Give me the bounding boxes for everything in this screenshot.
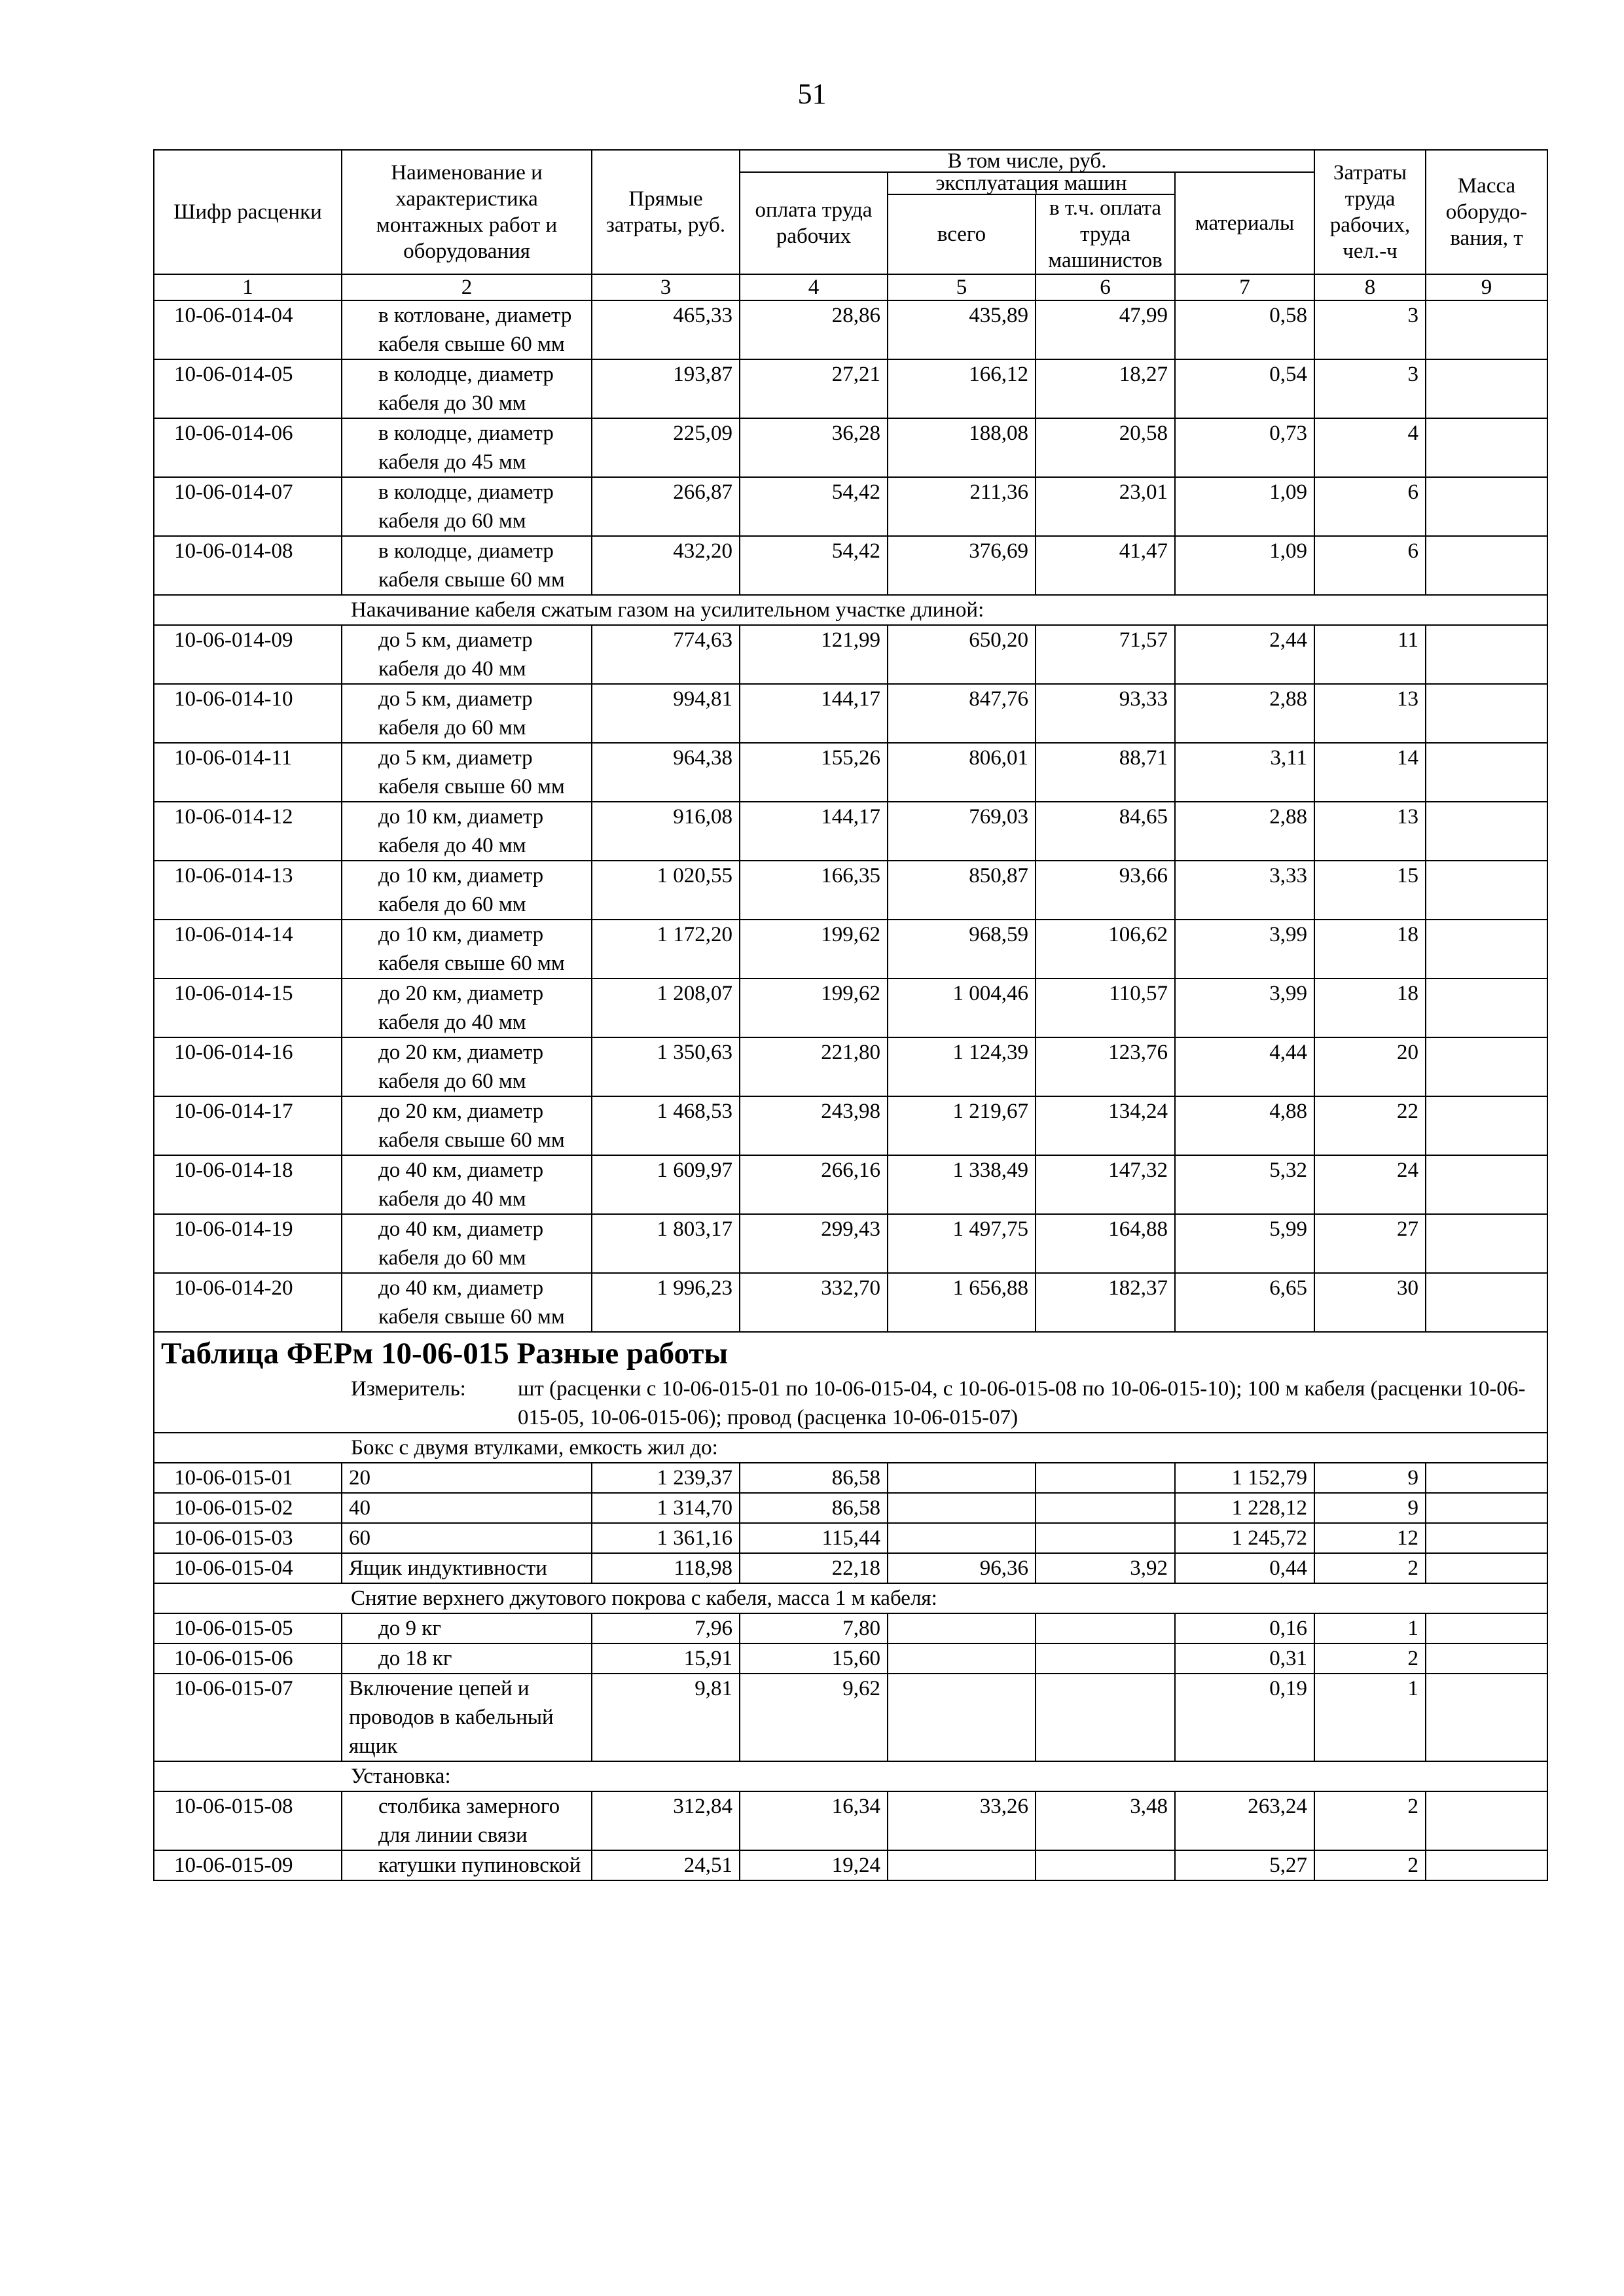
value-cell: 299,43 (740, 1214, 888, 1273)
value-cell: 3,11 (1175, 743, 1314, 802)
value-cell: 847,76 (888, 684, 1036, 743)
value-cell: 1 (1314, 1613, 1426, 1643)
value-cell: 1 228,12 (1175, 1493, 1314, 1523)
value-cell: 33,26 (888, 1791, 1036, 1850)
work-name: в колодце, диаметр кабеля до 45 мм (342, 418, 592, 477)
value-cell (1426, 1155, 1547, 1214)
work-name: в котловане, диаметр кабеля свыше 60 мм (342, 300, 592, 359)
value-cell (1426, 300, 1547, 359)
table-row (154, 1037, 1547, 1096)
value-cell: 54,42 (740, 477, 888, 536)
value-cell: 1 124,39 (888, 1037, 1036, 1096)
value-cell: 1 208,07 (592, 978, 740, 1037)
work-name: Включение цепей и проводов в кабельный ящик (342, 1674, 592, 1761)
work-name: катушки пупиновской (342, 1850, 592, 1880)
value-cell (1426, 978, 1547, 1037)
rate-code: 10-06-014-19 (154, 1214, 342, 1273)
value-cell: 1 152,79 (1175, 1463, 1314, 1493)
value-cell: 3,92 (1036, 1553, 1175, 1583)
value-cell: 86,58 (740, 1493, 888, 1523)
value-cell (1426, 1493, 1547, 1523)
value-cell: 1 004,46 (888, 978, 1036, 1037)
rate-code: 10-06-015-07 (154, 1674, 342, 1761)
value-cell: 20 (1314, 1037, 1426, 1096)
value-cell: 2 (1314, 1643, 1426, 1674)
value-cell: 6 (1314, 536, 1426, 595)
work-name: в колодце, диаметр кабеля до 30 мм (342, 359, 592, 418)
rates-table (153, 149, 1548, 1881)
value-cell: 221,80 (740, 1037, 888, 1096)
value-cell: 14 (1314, 743, 1426, 802)
value-cell: 376,69 (888, 536, 1036, 595)
rate-code: 10-06-014-07 (154, 477, 342, 536)
section-title: Снятие верхнего джутового покрова с кабеля, масса 1 м кабеля: (154, 1583, 1547, 1613)
value-cell: 164,88 (1036, 1214, 1175, 1273)
work-name: до 5 км, диаметр кабеля свыше 60 мм (342, 743, 592, 802)
work-name: до 10 км, диаметр кабеля свыше 60 мм (342, 920, 592, 978)
value-cell (1426, 418, 1547, 477)
value-cell: 3,33 (1175, 861, 1314, 920)
value-cell: 18 (1314, 978, 1426, 1037)
value-cell: 9,81 (592, 1674, 740, 1761)
value-cell: 964,38 (592, 743, 740, 802)
value-cell: 147,32 (1036, 1155, 1175, 1214)
table-row (154, 684, 1547, 743)
table-row (154, 536, 1547, 595)
table-row (154, 1096, 1547, 1155)
value-cell: 1 803,17 (592, 1214, 740, 1273)
value-cell: 0,31 (1175, 1643, 1314, 1674)
section-row (154, 1433, 1547, 1463)
value-cell: 1 497,75 (888, 1214, 1036, 1273)
header-name: Наименование и характеристика монтажных работ и оборудования (342, 150, 592, 274)
value-cell: 332,70 (740, 1273, 888, 1332)
measure-text: шт (расценки с 10-06-015-01 по 10-06-015-04, с 10-06-015-08 по 10-06-015-10); 100 м кабеля (расценки 10-06-015-05, 10-06-015-06); провод (расценка 10-06-015-07) (518, 1377, 1526, 1429)
rate-code: 10-06-014-15 (154, 978, 342, 1037)
value-cell: 0,19 (1175, 1674, 1314, 1761)
table-title: Таблица ФЕРм 10-06-015 Разные работы (161, 1336, 729, 1371)
work-name: столбика замерного для линии связи (342, 1791, 592, 1850)
value-cell: 2,88 (1175, 802, 1314, 861)
value-cell: 994,81 (592, 684, 740, 743)
value-cell: 110,57 (1036, 978, 1175, 1037)
page-number: 51 (797, 78, 827, 110)
value-cell: 1 350,63 (592, 1037, 740, 1096)
value-cell: 7,80 (740, 1613, 888, 1643)
value-cell: 93,66 (1036, 861, 1175, 920)
value-cell: 0,58 (1175, 300, 1314, 359)
work-name: до 40 км, диаметр кабеля свыше 60 мм (342, 1273, 592, 1332)
value-cell: 199,62 (740, 978, 888, 1037)
value-cell: 15,91 (592, 1643, 740, 1674)
work-name: 20 (342, 1463, 592, 1493)
value-cell: 266,16 (740, 1155, 888, 1214)
work-name: до 5 км, диаметр кабеля до 60 мм (342, 684, 592, 743)
section-title: Установка: (154, 1761, 1547, 1791)
value-cell: 2,44 (1175, 625, 1314, 684)
value-cell: 4,44 (1175, 1037, 1314, 1096)
value-cell: 36,28 (740, 418, 888, 477)
column-numbers-row (154, 274, 1547, 300)
value-cell: 15,60 (740, 1643, 888, 1674)
value-cell: 3 (1314, 300, 1426, 359)
value-cell: 5,32 (1175, 1155, 1314, 1214)
value-cell: 1 338,49 (888, 1155, 1036, 1214)
rate-code: 10-06-014-10 (154, 684, 342, 743)
value-cell (888, 1613, 1036, 1643)
value-cell: 2 (1314, 1850, 1426, 1880)
work-name: до 20 км, диаметр кабеля свыше 60 мм (342, 1096, 592, 1155)
rate-code: 10-06-014-16 (154, 1037, 342, 1096)
work-name: до 20 км, диаметр кабеля до 40 мм (342, 978, 592, 1037)
value-cell: 121,99 (740, 625, 888, 684)
value-cell (1426, 743, 1547, 802)
work-name: в колодце, диаметр кабеля до 60 мм (342, 477, 592, 536)
rate-code: 10-06-015-02 (154, 1493, 342, 1523)
value-cell: 118,98 (592, 1553, 740, 1583)
value-cell (888, 1493, 1036, 1523)
work-name: до 9 кг (342, 1613, 592, 1643)
table-row (154, 1613, 1547, 1643)
value-cell: 41,47 (1036, 536, 1175, 595)
column-number: 4 (740, 274, 888, 300)
value-cell (1036, 1463, 1175, 1493)
value-cell (1036, 1674, 1175, 1761)
value-cell (1426, 1037, 1547, 1096)
column-number: 3 (592, 274, 740, 300)
value-cell: 2,88 (1175, 684, 1314, 743)
value-cell: 2 (1314, 1553, 1426, 1583)
value-cell: 1 361,16 (592, 1523, 740, 1553)
column-number: 6 (1036, 274, 1175, 300)
work-name: до 40 км, диаметр кабеля до 40 мм (342, 1155, 592, 1214)
header-machines: эксплуатация машин (888, 172, 1175, 194)
value-cell: 144,17 (740, 802, 888, 861)
value-cell (1036, 1613, 1175, 1643)
value-cell (1426, 861, 1547, 920)
table-row (154, 359, 1547, 418)
value-cell: 166,35 (740, 861, 888, 920)
value-cell: 18,27 (1036, 359, 1175, 418)
value-cell: 1,09 (1175, 536, 1314, 595)
rate-code: 10-06-014-17 (154, 1096, 342, 1155)
value-cell: 769,03 (888, 802, 1036, 861)
value-cell: 20,58 (1036, 418, 1175, 477)
table-row (154, 1553, 1547, 1583)
value-cell: 23,01 (1036, 477, 1175, 536)
table-row (154, 1674, 1547, 1761)
value-cell: 27,21 (740, 359, 888, 418)
work-name: до 5 км, диаметр кабеля до 40 мм (342, 625, 592, 684)
column-number: 5 (888, 274, 1036, 300)
value-cell (1036, 1523, 1175, 1553)
rate-code: 10-06-014-08 (154, 536, 342, 595)
value-cell (1426, 359, 1547, 418)
value-cell: 24 (1314, 1155, 1426, 1214)
value-cell: 12 (1314, 1523, 1426, 1553)
column-number: 8 (1314, 274, 1426, 300)
value-cell: 2 (1314, 1791, 1426, 1850)
value-cell (1426, 477, 1547, 536)
value-cell: 115,44 (740, 1523, 888, 1553)
value-cell: 0,44 (1175, 1553, 1314, 1583)
value-cell (1426, 802, 1547, 861)
value-cell (888, 1643, 1036, 1674)
value-cell: 0,54 (1175, 359, 1314, 418)
header-including: В том числе, руб. (740, 150, 1314, 172)
value-cell: 4 (1314, 418, 1426, 477)
value-cell: 465,33 (592, 300, 740, 359)
table-row (154, 477, 1547, 536)
value-cell: 6,65 (1175, 1273, 1314, 1332)
value-cell: 9 (1314, 1463, 1426, 1493)
table-row (154, 1523, 1547, 1553)
table-row (154, 1273, 1547, 1332)
value-cell: 9 (1314, 1493, 1426, 1523)
table-row (154, 978, 1547, 1037)
value-cell: 3 (1314, 359, 1426, 418)
value-cell (888, 1523, 1036, 1553)
header-mass: Масса оборудо-вания, т (1426, 150, 1547, 274)
table-row (154, 1791, 1547, 1850)
value-cell: 1 314,70 (592, 1493, 740, 1523)
value-cell: 199,62 (740, 920, 888, 978)
value-cell: 5,99 (1175, 1214, 1314, 1273)
work-name: 40 (342, 1493, 592, 1523)
value-cell: 211,36 (888, 477, 1036, 536)
section-title: Бокс с двумя втулками, емкость жил до: (154, 1433, 1547, 1463)
work-name: до 40 км, диаметр кабеля до 60 мм (342, 1214, 592, 1273)
column-number: 7 (1175, 274, 1314, 300)
value-cell (1036, 1643, 1175, 1674)
value-cell: 16,34 (740, 1791, 888, 1850)
value-cell: 3,48 (1036, 1791, 1175, 1850)
value-cell: 774,63 (592, 625, 740, 684)
table-row (154, 1155, 1547, 1214)
value-cell (1036, 1493, 1175, 1523)
value-cell: 24,51 (592, 1850, 740, 1880)
section-row (154, 1761, 1547, 1791)
value-cell: 5,27 (1175, 1850, 1314, 1880)
table-row (154, 1214, 1547, 1273)
value-cell: 263,24 (1175, 1791, 1314, 1850)
value-cell (888, 1850, 1036, 1880)
value-cell: 435,89 (888, 300, 1036, 359)
rate-code: 10-06-014-18 (154, 1155, 342, 1214)
value-cell: 650,20 (888, 625, 1036, 684)
value-cell: 54,42 (740, 536, 888, 595)
value-cell: 123,76 (1036, 1037, 1175, 1096)
measure-block (154, 1374, 1547, 1432)
value-cell: 225,09 (592, 418, 740, 477)
rate-code: 10-06-015-08 (154, 1791, 342, 1850)
value-cell: 243,98 (740, 1096, 888, 1155)
value-cell (1426, 625, 1547, 684)
rate-code: 10-06-014-06 (154, 418, 342, 477)
value-cell: 188,08 (888, 418, 1036, 477)
table-heading-row (154, 1332, 1547, 1433)
value-cell: 134,24 (1036, 1096, 1175, 1155)
value-cell: 0,16 (1175, 1613, 1314, 1643)
value-cell: 18 (1314, 920, 1426, 978)
value-cell: 0,73 (1175, 418, 1314, 477)
rate-code: 10-06-014-13 (154, 861, 342, 920)
value-cell: 88,71 (1036, 743, 1175, 802)
value-cell: 30 (1314, 1273, 1426, 1332)
value-cell: 1 468,53 (592, 1096, 740, 1155)
value-cell: 312,84 (592, 1791, 740, 1850)
value-cell: 7,96 (592, 1613, 740, 1643)
work-name: до 20 км, диаметр кабеля до 60 мм (342, 1037, 592, 1096)
rate-code: 10-06-015-09 (154, 1850, 342, 1880)
value-cell: 28,86 (740, 300, 888, 359)
table-row (154, 1850, 1547, 1880)
value-cell (1426, 1214, 1547, 1273)
header-direct-costs: Прямые затраты, руб. (592, 150, 740, 274)
value-cell (1426, 1850, 1547, 1880)
table-row (154, 1643, 1547, 1674)
value-cell: 1 (1314, 1674, 1426, 1761)
measure-label: Измеритель: (351, 1377, 466, 1401)
value-cell (1426, 920, 1547, 978)
header-labor-hours: Затраты труда рабочих, чел.-ч (1314, 150, 1426, 274)
value-cell: 166,12 (888, 359, 1036, 418)
value-cell: 916,08 (592, 802, 740, 861)
rate-code: 10-06-014-20 (154, 1273, 342, 1332)
value-cell: 19,24 (740, 1850, 888, 1880)
value-cell: 182,37 (1036, 1273, 1175, 1332)
work-name: Ящик индуктивности (342, 1553, 592, 1583)
value-cell: 1 245,72 (1175, 1523, 1314, 1553)
section-row (154, 595, 1547, 625)
header-operator-pay: в т.ч. оплата труда машинистов (1036, 194, 1175, 274)
column-number: 9 (1426, 274, 1547, 300)
value-cell: 27 (1314, 1214, 1426, 1273)
value-cell: 13 (1314, 684, 1426, 743)
value-cell (1426, 536, 1547, 595)
work-name: до 18 кг (342, 1643, 592, 1674)
value-cell: 4,88 (1175, 1096, 1314, 1155)
rate-code: 10-06-015-03 (154, 1523, 342, 1553)
value-cell: 1 239,37 (592, 1463, 740, 1493)
table-row (154, 300, 1547, 359)
value-cell (1426, 1791, 1547, 1850)
value-cell (1426, 1463, 1547, 1493)
value-cell: 22 (1314, 1096, 1426, 1155)
value-cell: 266,87 (592, 477, 740, 536)
value-cell: 1 020,55 (592, 861, 740, 920)
value-cell: 106,62 (1036, 920, 1175, 978)
value-cell: 155,26 (740, 743, 888, 802)
value-cell: 93,33 (1036, 684, 1175, 743)
value-cell (1426, 1273, 1547, 1332)
table-row (154, 1463, 1547, 1493)
value-cell: 15 (1314, 861, 1426, 920)
value-cell: 9,62 (740, 1674, 888, 1761)
value-cell: 968,59 (888, 920, 1036, 978)
table-row (154, 418, 1547, 477)
rate-code: 10-06-014-09 (154, 625, 342, 684)
value-cell: 3,99 (1175, 920, 1314, 978)
value-cell: 1 609,97 (592, 1155, 740, 1214)
value-cell: 71,57 (1036, 625, 1175, 684)
value-cell: 3,99 (1175, 978, 1314, 1037)
value-cell (1426, 1096, 1547, 1155)
value-cell: 1 656,88 (888, 1273, 1036, 1332)
table-row (154, 920, 1547, 978)
value-cell: 22,18 (740, 1553, 888, 1583)
column-number: 2 (342, 274, 592, 300)
work-name: до 10 км, диаметр кабеля до 60 мм (342, 861, 592, 920)
rate-code: 10-06-015-06 (154, 1643, 342, 1674)
rate-code: 10-06-014-11 (154, 743, 342, 802)
value-cell (1426, 1523, 1547, 1553)
value-cell: 47,99 (1036, 300, 1175, 359)
value-cell: 13 (1314, 802, 1426, 861)
table-heading-cell (154, 1332, 1547, 1433)
rate-code: 10-06-014-14 (154, 920, 342, 978)
value-cell (1426, 1643, 1547, 1674)
table-row (154, 861, 1547, 920)
value-cell: 432,20 (592, 536, 740, 595)
section-title: Накачивание кабеля сжатым газом на усилительном участке длиной: (154, 595, 1547, 625)
value-cell (1426, 684, 1547, 743)
header-worker-pay: оплата труда рабочих (740, 172, 888, 274)
value-cell: 1 172,20 (592, 920, 740, 978)
rate-code: 10-06-014-12 (154, 802, 342, 861)
table-body (154, 300, 1547, 1880)
value-cell: 84,65 (1036, 802, 1175, 861)
value-cell: 850,87 (888, 861, 1036, 920)
value-cell: 96,36 (888, 1553, 1036, 1583)
value-cell (888, 1674, 1036, 1761)
rate-code: 10-06-014-05 (154, 359, 342, 418)
value-cell (1036, 1850, 1175, 1880)
work-name: в колодце, диаметр кабеля свыше 60 мм (342, 536, 592, 595)
table-row (154, 743, 1547, 802)
table-row (154, 802, 1547, 861)
value-cell: 86,58 (740, 1463, 888, 1493)
value-cell: 6 (1314, 477, 1426, 536)
work-name: 60 (342, 1523, 592, 1553)
section-row (154, 1583, 1547, 1613)
value-cell (888, 1463, 1036, 1493)
rate-code: 10-06-015-01 (154, 1463, 342, 1493)
value-cell: 806,01 (888, 743, 1036, 802)
work-name: до 10 км, диаметр кабеля до 40 мм (342, 802, 592, 861)
header-machines-total: всего (888, 194, 1036, 274)
value-cell: 1 219,67 (888, 1096, 1036, 1155)
header-code: Шифр расценки (154, 150, 342, 274)
column-number: 1 (154, 274, 342, 300)
value-cell (1426, 1613, 1547, 1643)
value-cell: 1,09 (1175, 477, 1314, 536)
header-materials: материалы (1175, 172, 1314, 274)
value-cell: 193,87 (592, 359, 740, 418)
table-row (154, 1493, 1547, 1523)
rate-code: 10-06-015-04 (154, 1553, 342, 1583)
rate-code: 10-06-014-04 (154, 300, 342, 359)
value-cell (1426, 1674, 1547, 1761)
value-cell: 11 (1314, 625, 1426, 684)
value-cell (1426, 1553, 1547, 1583)
table-row (154, 625, 1547, 684)
rate-code: 10-06-015-05 (154, 1613, 342, 1643)
value-cell: 1 996,23 (592, 1273, 740, 1332)
value-cell: 144,17 (740, 684, 888, 743)
